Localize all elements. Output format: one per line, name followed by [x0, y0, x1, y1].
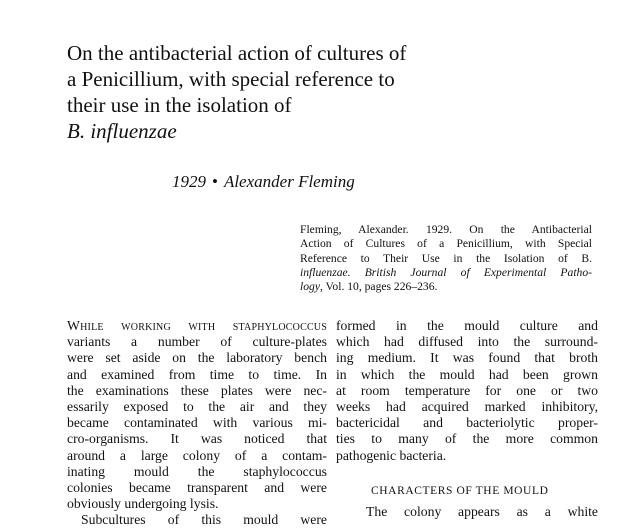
- section-heading: CHARACTERS OF THE MOULD: [371, 485, 549, 497]
- right-line-4: in which the mould had been grown: [336, 366, 598, 382]
- right-line-1: formed in the mould culture and: [336, 318, 598, 333]
- left-line-4: the examinations these plates were nec-: [67, 382, 327, 398]
- right-section-line-1: The colony appears as a white: [366, 504, 598, 519]
- left-lead-line: While working with staphylococcus: [67, 318, 327, 333]
- right-column: [336, 318, 598, 464]
- right-line-9: pathogenic bacteria.: [336, 447, 447, 463]
- right-line-7: bactericidal and bacteriolytic proper-: [336, 415, 598, 431]
- article-title: [67, 40, 467, 144]
- left-line-2: were set aside on the laboratory bench: [67, 350, 327, 366]
- left-para2-line-1: Subcultures of this mould were: [81, 512, 327, 528]
- right-line-3: ing medium. It was found that broth: [336, 350, 598, 366]
- left-line-11: obviously undergoing lysis.: [67, 496, 219, 512]
- citation-line-1: Fleming, Alexander. 1929. On the Antibacterial: [300, 223, 592, 236]
- citation-block: [300, 223, 592, 294]
- left-line-5: essarily exposed to the air and they: [67, 399, 327, 415]
- left-line-1: variants a number of culture-plates: [67, 334, 327, 350]
- right-section-text: [352, 504, 598, 520]
- citation-journal-text: influenzae. British Journal of Experimental Patho-: [300, 265, 592, 279]
- right-line-8: ties to many of the more common: [336, 431, 598, 447]
- right-line-5: at room temperature for one or two: [336, 382, 598, 398]
- title-line-1: On the antibacterial action of cultures of: [67, 41, 407, 65]
- citation-line-2: Action of Cultures of a Penicillium, with Special: [300, 237, 592, 251]
- byline-author: Alexander Fleming: [223, 172, 355, 191]
- citation-journal-end: logy: [300, 280, 320, 294]
- citation-line-3: Reference to Their Use in the Isolation of B.: [300, 251, 592, 265]
- left-line-10: colonies became transparent and were: [67, 480, 327, 496]
- byline-separator: •: [212, 172, 218, 191]
- right-line-6: weeks had acquired marked inhibitory,: [336, 399, 598, 415]
- byline-year: 1929: [172, 172, 206, 191]
- citation-line-5: [300, 280, 592, 294]
- left-line-6: became contaminated with various mi-: [67, 415, 327, 431]
- left-column: [67, 318, 327, 529]
- citation-line-4: [300, 266, 592, 280]
- citation-volume-pages: , Vol. 10, pages 226–236.: [319, 280, 438, 294]
- title-line-4: B. influenzae: [67, 119, 177, 143]
- title-line-2: a Penicillium, with special reference to: [67, 67, 395, 91]
- left-line-3: and examined from time to time. In: [67, 366, 327, 382]
- left-line-7: cro-organisms. It was noticed that: [67, 431, 327, 447]
- left-line-9: inating mould the staphylococcus: [67, 463, 327, 479]
- byline: [172, 172, 355, 192]
- title-line-3: their use in the isolation of: [67, 93, 292, 117]
- left-line-8: around a large colony of a contam-: [67, 447, 327, 463]
- right-line-2: which had diffused into the surround-: [336, 334, 598, 350]
